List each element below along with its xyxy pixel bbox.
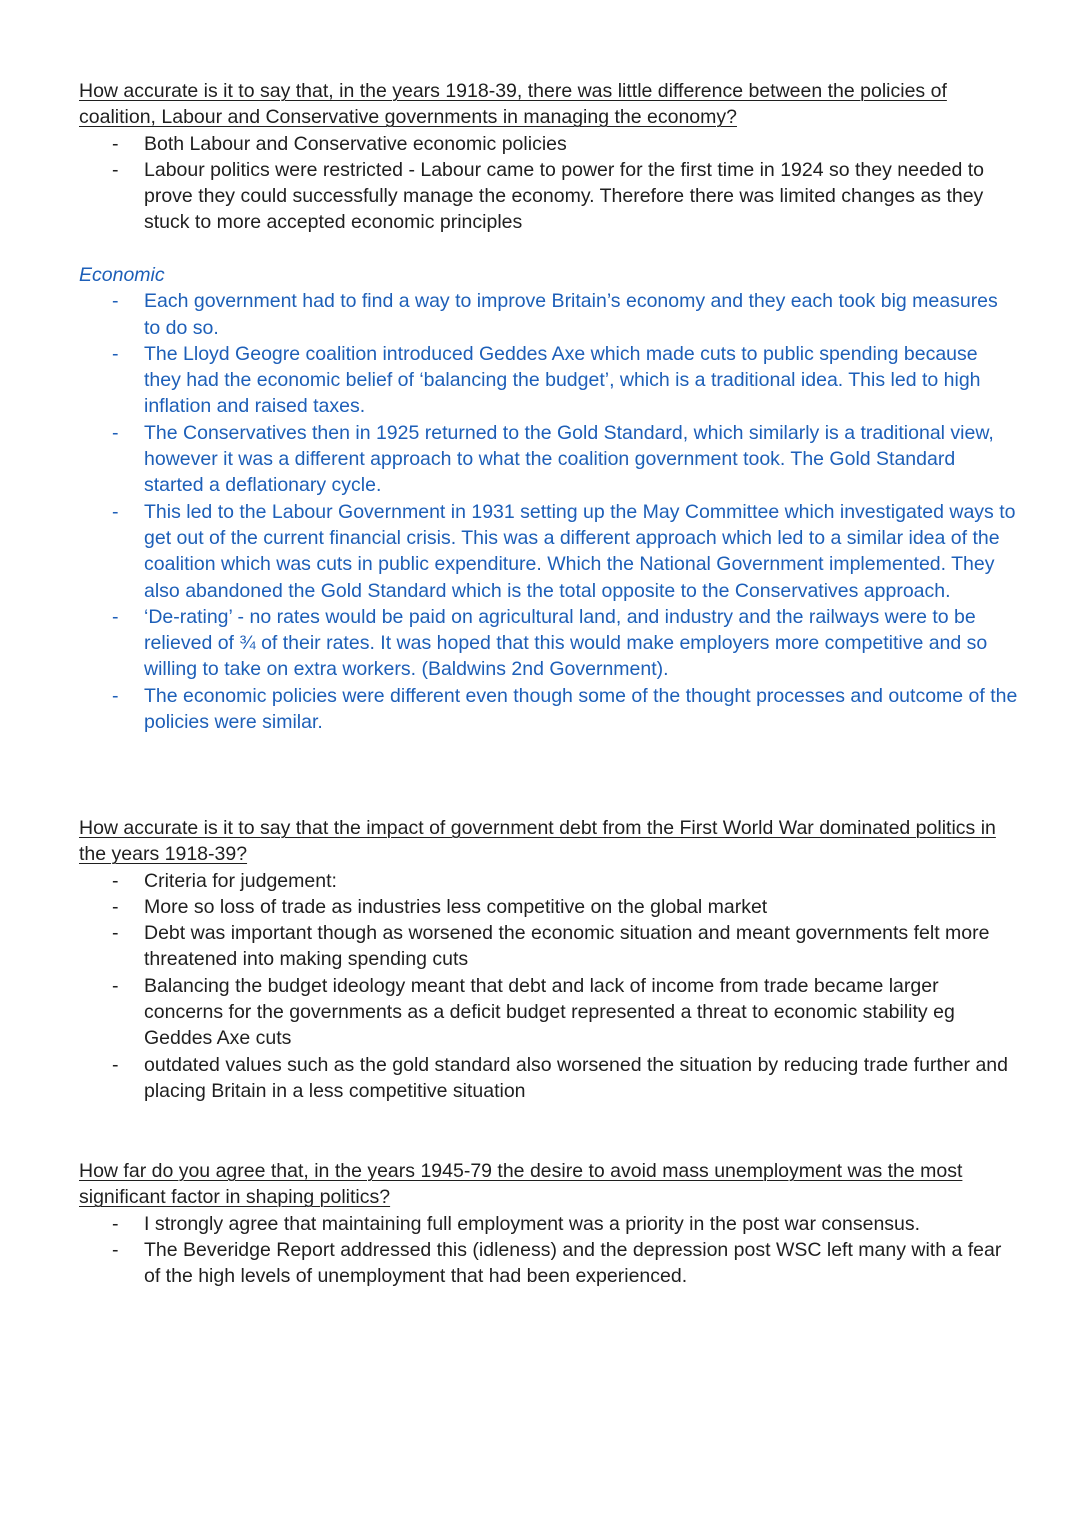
list-item: - ‘De-rating’ - no rates would be paid on agricultural land, and industry and the railways were to be relieved of ¾ of their rates. It was hoped that this would make employers more competitive and so willing to take on extra workers. (Baldwins 2nd Government).: [79, 604, 1019, 683]
question-1-section: [79, 78, 1019, 236]
question-1-points: [79, 131, 1019, 236]
list-item: - Debt was important though as worsened the economic situation and meant governments felt more threatened into making spending cuts: [79, 920, 1019, 973]
list-item: - Each government had to find a way to improve Britain’s economy and they each took big measures to do so.: [79, 288, 1019, 341]
list-item: - outdated values such as the gold standard also worsened the situation by reducing trade further and placing Britain in a less competitive situation: [79, 1052, 1019, 1105]
list-item: - The economic policies were different even though some of the thought processes and outcome of the policies were similar.: [79, 683, 1019, 736]
list-item: - I strongly agree that maintaining full employment was a priority in the post war consensus.: [79, 1211, 1019, 1237]
list-item: - The Conservatives then in 1925 returned to the Gold Standard, which similarly is a traditional view, however it was a different approach to what the coalition government took. The Gold Standard started a deflationary cycle.: [79, 420, 1019, 499]
list-item: - The Lloyd Geogre coalition introduced Geddes Axe which made cuts to public spending because they had the economic belief of ‘balancing the budget’, which is a traditional idea. This led to high inflation and raised taxes.: [79, 341, 1019, 420]
question-3-heading: How far do you agree that, in the years 1945-79 the desire to avoid mass unemployment was the most significant factor in shaping politics?: [79, 1160, 963, 1209]
question-2-heading: How accurate is it to say that the impact of government debt from the First World War dominated politics in the years 1918-39?: [79, 817, 996, 866]
list-item: - The Beveridge Report addressed this (idleness) and the depression post WSC left many with a fear of the high levels of unemployment that had been experienced.: [79, 1237, 1019, 1290]
question-1-heading: How accurate is it to say that, in the years 1918-39, there was little difference between the policies of coalition, Labour and Conservative governments in managing the economy?: [79, 80, 947, 129]
economic-section: [79, 262, 1019, 735]
list-item: - Labour politics were restricted - Labour came to power for the first time in 1924 so they needed to prove they could successfully manage the economy. Therefore there was limited changes as they stuck to more accepted economic principles: [79, 157, 1019, 236]
list-item: - Balancing the budget ideology meant that debt and lack of income from trade became larger concerns for the governments as a deficit budget represented a threat to economic stability eg Geddes Axe cuts: [79, 973, 1019, 1052]
list-item: - Criteria for judgement:: [79, 868, 1019, 894]
list-item: - Both Labour and Conservative economic policies: [79, 131, 1019, 157]
economic-points: [79, 288, 1019, 735]
list-item: - More so loss of trade as industries less competitive on the global market: [79, 894, 1019, 920]
list-item: - This led to the Labour Government in 1931 setting up the May Committee which investigated ways to get out of the current financial crisis. This was a different approach which led to a similar idea of the coalition which was cuts in public expenditure. Which the National Government implemented. They also abandoned the Gold Standard which is the total opposite to the Conservatives approach.: [79, 499, 1019, 604]
question-3-section: [79, 1158, 1019, 1289]
question-2-section: [79, 815, 1019, 1104]
question-3-points: [79, 1211, 1019, 1290]
question-2-points: [79, 868, 1019, 1105]
economic-heading: Economic: [79, 264, 165, 286]
